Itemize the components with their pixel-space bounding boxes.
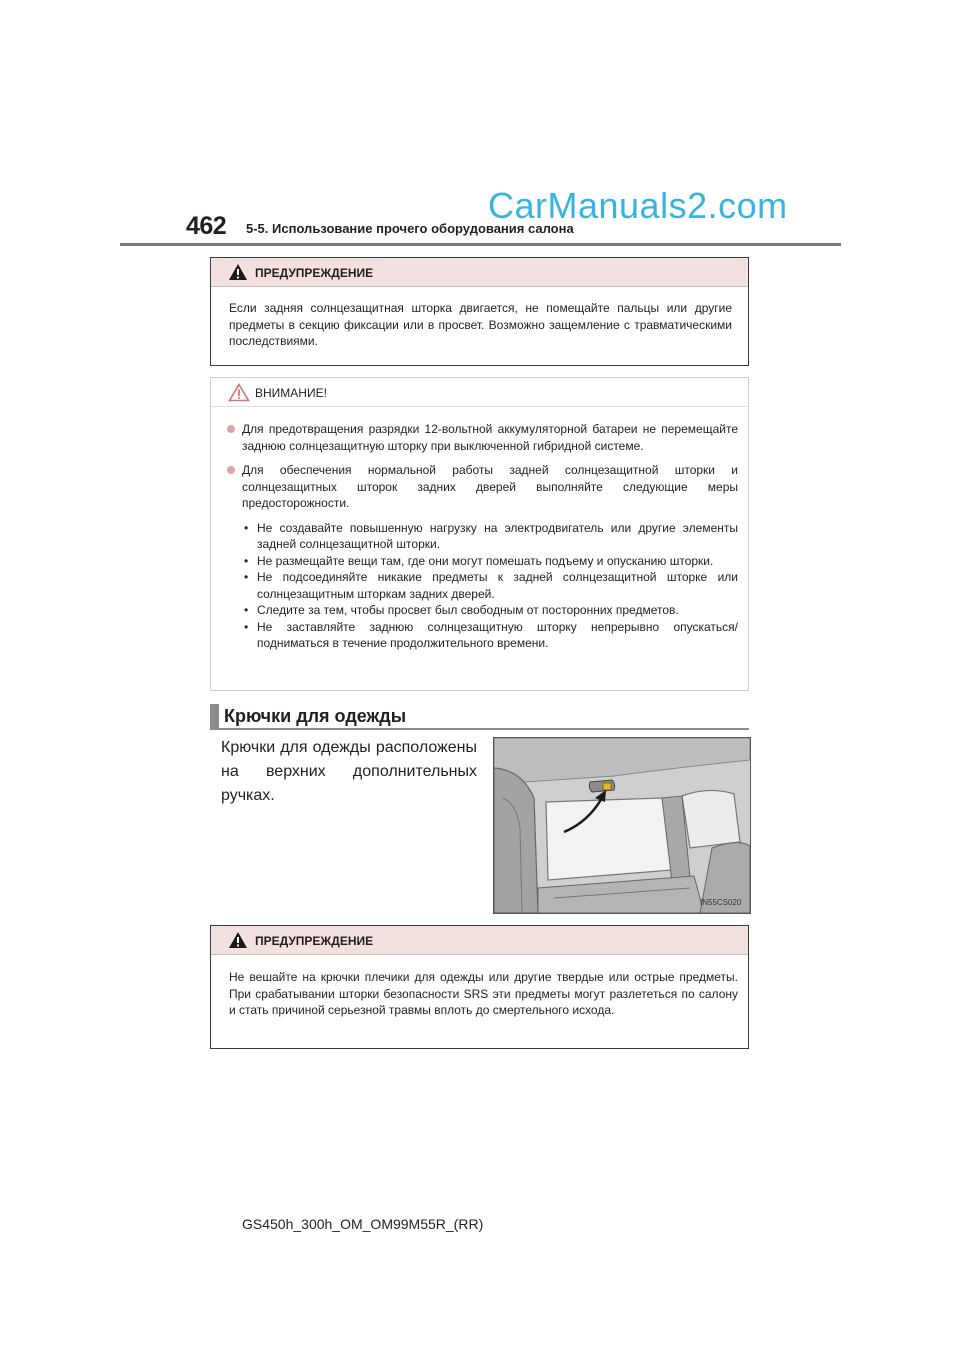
caution-sub-text: Не подсоединяйте никакие предметы к задней солнцезащитной шторке или солнцезащитным шторкам задних дверей. [257,570,738,601]
section-title: 5-5. Использование прочего оборудования салона [246,221,574,236]
warning-title: ПРЕДУПРЕЖДЕНИЕ [255,934,374,948]
caution-sub-item: • Следите за тем, чтобы просвет был свободным от посторонних предметов. [244,603,679,617]
warning-header [211,926,748,955]
hooks-description: Крючки для одежды расположены на верхних дополнительных ручках. [221,739,477,804]
caution-bullet [211,462,748,512]
bullet-dot-icon [227,466,235,474]
section-heading-bar [210,704,219,730]
warning-triangle-icon [228,931,248,949]
caution-sub-text: Не заставляйте заднюю солнцезащитную шторку непрерывно опускаться/подниматься в течение продолжительного времени. [257,619,738,650]
caution-sub-item: • Не подсоединяйте никакие предметы к задней солнцезащитной шторке или солнцезащитным шторкам задних дверей. [244,570,738,601]
caution-bullet-text: Для предотвращения разрядки 12-вольтной аккумуляторной батареи не перемещайте заднюю солнцезащитную шторку при выключенной гибридной системе. [242,422,738,453]
caution-sub-text: Не размещайте вещи там, где они могут помешать подъему и опусканию шторки. [257,553,714,568]
caution-triangle-icon [228,383,250,402]
section-heading-rule [210,728,749,730]
caution-sub-text: Не создавайте повышенную нагрузку на электродвигатель или другие элементы задней солнцезащитной шторки. [257,520,738,551]
caution-sub-text: Следите за тем, чтобы просвет был свободным от посторонних предметов. [257,603,679,617]
warning-header [211,258,748,287]
header-divider [120,243,841,246]
footer-model-code: GS450h_300h_OM_OM99M55R_(RR) [242,1216,484,1232]
caution-sub-item: • Не заставляйте заднюю солнцезащитную шторку непрерывно опускаться/подниматься в течение продолжительного времени. [244,619,738,650]
car-interior-drawing [494,738,750,913]
warning-text: Не вешайте на крючки плечики для одежды или другие твердые или острые предметы. При срабатывании шторки безопасности SRS эти предметы могут разлететься по салону и стать причиной серьезной травмы вплоть до смертельного исхода. [229,970,738,1017]
coat-hook-illustration [493,737,751,914]
caution-sub-item: • Не размещайте вещи там, где они могут помешать подъему и опусканию шторки. [244,553,714,568]
caution-sub-list [211,520,748,652]
warning-box-bottom [210,925,749,1049]
caution-header [211,378,748,407]
caution-bullet-text: Для обеспечения нормальной работы задней солнцезащитной шторки и солнцезащитных шторок задних дверей выполняйте следующие меры предосторожности. [242,463,738,510]
warning-text: Если задняя солнцезащитная шторка двигается, не помещайте пальцы или другие предметы в секцию фиксации или в просвет. Возможно защемление с травматическими последствиями. [229,301,732,348]
caution-box [210,377,749,691]
caution-sub-item: • Не создавайте повышенную нагрузку на электродвигатель или другие элементы задней солнцезащитной шторки. [244,520,738,551]
warning-triangle-icon [228,263,248,281]
section-heading: Крючки для одежды [224,706,407,726]
caution-title: ВНИМАНИЕ! [255,386,327,400]
figure-code: IN55CS020 [700,898,742,907]
warning-title: ПРЕДУПРЕЖДЕНИЕ [255,266,374,280]
page-number: 462 [186,212,227,240]
bullet-dot-icon [227,425,235,433]
caution-bullet [211,421,748,454]
watermark-text[interactable]: CarManuals2.com [488,185,788,226]
warning-box-top [210,257,749,366]
